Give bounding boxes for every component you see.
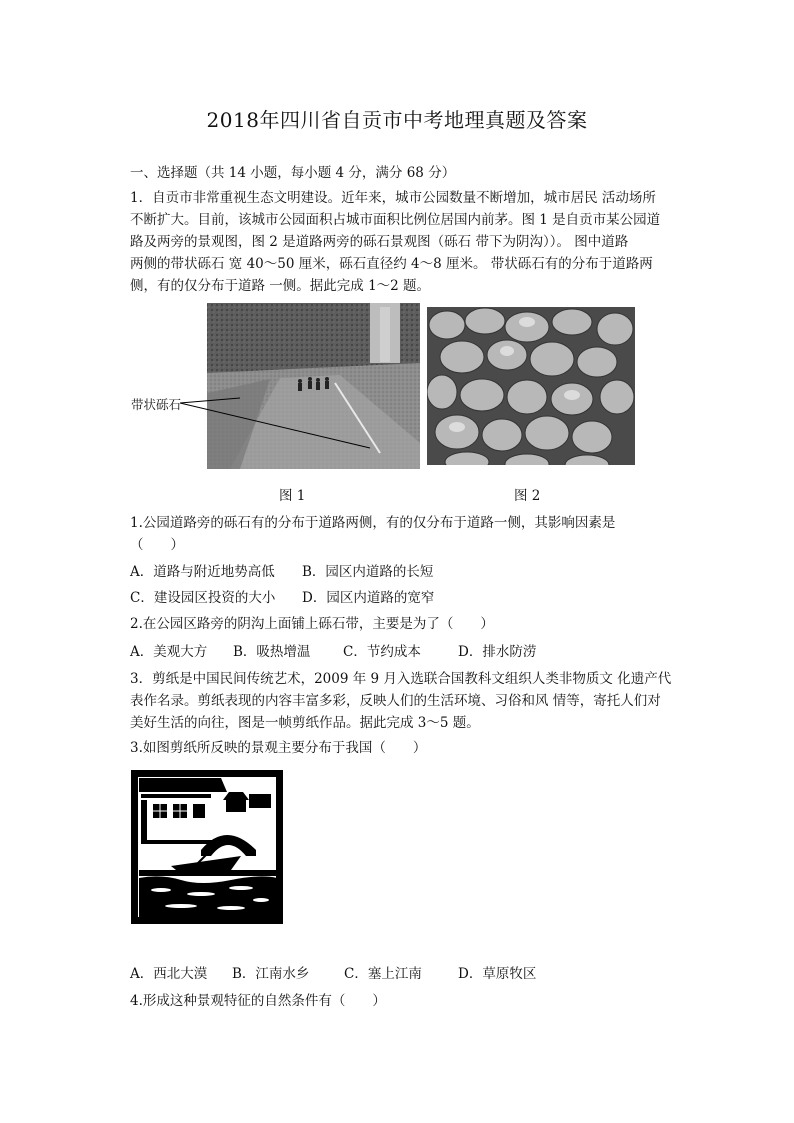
q3-option-d: D．草原牧区 (458, 966, 537, 982)
q3-option-c: C．塞上江南 (344, 966, 422, 982)
figure-1-park-road-photo (130, 303, 422, 469)
q3-options-row (130, 964, 690, 984)
figure-2-caption: 图 2 (514, 488, 541, 504)
q3-option-b: B．江南水乡 (232, 966, 310, 982)
figure-2-gravel-photo (427, 307, 635, 465)
paper-cut-watertown-image (131, 770, 283, 924)
q2-option-b: B．吸热增温 (233, 644, 311, 660)
q3-intro-line: 3．剪纸是中国民间传统艺术，2009 年 9 月入选联合国教科文组织人类非物质文 化遗产代 (130, 671, 672, 687)
q1-option-b: B．园区内道路的长短 (302, 564, 434, 580)
q1-intro-line: 路及两旁的景观图，图 2 是道路两旁的砾石景观图（砾石 带下为阴沟））。 图中道路 (130, 234, 629, 250)
q2-stem: 2.在公园区路旁的阴沟上面铺上砾石带，主要是为了（ ） (130, 616, 494, 632)
q1-options-row (130, 588, 690, 608)
q1-intro-line: 1．自贡市非常重视生态文明建设。近年来，城市公园数量不断增加，城市居民 活动场所 (130, 190, 656, 206)
page-title: 2018年四川省自贡市中考地理真题及答案 (206, 108, 588, 132)
q3-intro-line: 美好生活的向往，图是一帧剪纸作品。据此完成 3～5 题。 (130, 715, 480, 731)
q3-stem: 3.如图剪纸所反映的景观主要分布于我国（ ） (130, 740, 427, 756)
q1-stem-blank: （ ） (130, 537, 184, 553)
q2-options-row (130, 642, 690, 662)
q2-option-d: D．排水防涝 (458, 644, 537, 660)
q1-options-row (130, 562, 690, 582)
fig1-gravel-label: 带状砾石 (131, 397, 182, 412)
q1-intro-line: 侧，有的仅分布于道路 一侧。据此完成 1～2 题。 (130, 278, 431, 294)
q1-intro-line: 不断扩大。目前，该城市公园面积占城市面积比例位居国内前茅。图 1 是自贡市某公园道 (130, 212, 661, 228)
q2-option-a: A．美观大方 (130, 644, 208, 660)
q3-intro-line: 表作名录。剪纸表现的内容丰富多彩，反映人们的生活环境、习俗和风 情等，寄托人们对 (130, 693, 661, 709)
q1-intro-line: 两侧的带状砾石 宽 40～50 厘米，砾石直径约 4～8 厘米。 带状砾石有的分布于道路两 (130, 256, 653, 272)
figure-1-caption: 图 1 (279, 488, 306, 504)
q3-option-a: A．西北大漠 (130, 966, 208, 982)
q1-option-d: D．园区内道路的宽窄 (302, 590, 435, 606)
q1-stem: 1.公园道路旁的砾石有的分布于道路两侧，有的仅分布于道路一侧，其影响因素是 (130, 515, 616, 531)
q1-option-c: C．建设园区投资的大小 (130, 590, 276, 606)
q1-option-a: A．道路与附近地势高低 (130, 564, 275, 580)
q4-stem: 4.形成这种景观特征的自然条件有（ ） (130, 993, 386, 1009)
q2-option-c: C．节约成本 (343, 644, 421, 660)
section-heading: 一、选择题（共 14 小题，每小题 4 分，满分 68 分） (130, 165, 456, 181)
